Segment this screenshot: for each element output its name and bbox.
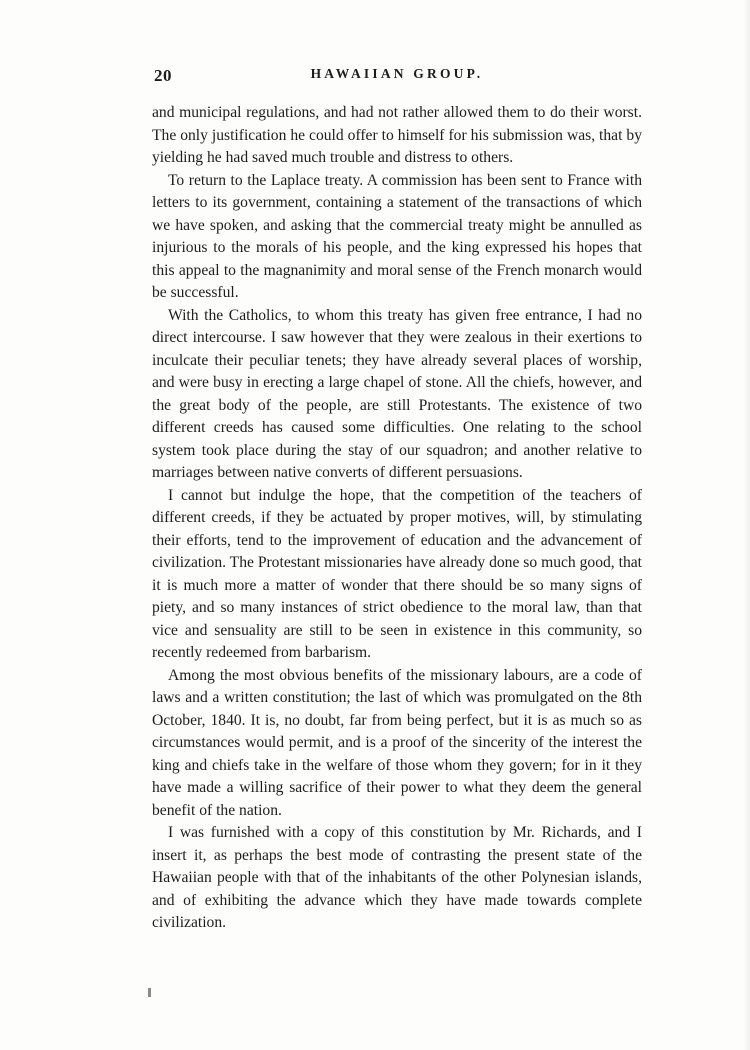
paragraph-catholics: With the Catholics, to whom this treaty has given free entrance, I had no direct intercourse. I saw however that they were zealous in their exertions to inculcate their peculiar tenets; they have already several places of worship, and were busy in erecting a large chapel of stone. All the chiefs, however, and the great body of the people, are still Protestants. The existence of two different creeds has caused some difficulties. One relating to the school system took place during the stay of our squadron; and another relative to marriages between native converts of different persuasions. bbox=[152, 306, 642, 481]
paragraph-competition-of-creeds: I cannot but indulge the hope, that the competition of the teachers of different creeds, if they be actuated by proper motives, will, by stimulating their efforts, tend to the improvement of education and the advancement of civilization. The Protestant missionaries have already done so much good, that it is much more a matter of wonder that there should be so many signs of piety, and so many instances of strict obedience to the moral law, than that vice and sensuality are still to be seen in existence in this community, so recently redeemed from barbarism. bbox=[152, 486, 642, 661]
page-header bbox=[154, 66, 640, 92]
margin-mark bbox=[148, 988, 151, 997]
paragraph-constitution-copy: I was furnished with a copy of this constitution by Mr. Richards, and I insert it, as perhaps the best mode of contrasting the present state of the Hawaiian people with that of the inhabitants of the other Polynesian islands, and of exhibiting the advance which they have made towards complete civilization. bbox=[152, 824, 642, 931]
paragraph-laplace-treaty: To return to the Laplace treaty. A commission has been sent to France with letters to its government, containing a statement of the transactions of which we have spoken, and asking that the commercial treaty might be annulled as injurious to the morals of his people, and the king expressed his hopes that this appeal to the magnanimity and moral sense of the French monarch would be successful. bbox=[152, 171, 642, 301]
page-number: 20 bbox=[154, 66, 172, 85]
paragraph-continuation: and municipal regulations, and had not rather allowed them to do their worst. The only justification he could offer to himself for his submission was, that by yielding he had saved much trouble and distress to others. bbox=[152, 104, 642, 166]
body-text bbox=[152, 102, 642, 935]
paragraph-missionary-benefits: Among the most obvious benefits of the missionary labours, are a code of laws and a written constitution; the last of which was promulgated on the 8th October, 1840. It is, no doubt, far from being perfect, but it is as much so as circumstances would permit, and is a proof of the sincerity of the interest the king and chiefs take in the welfare of those whom they govern; for in it they have made a willing sacrifice of their power to what they deem the general benefit of the nation. bbox=[152, 666, 642, 819]
page-edge-shadow bbox=[744, 0, 750, 1050]
running-title: HAWAIIAN GROUP. bbox=[310, 66, 484, 81]
